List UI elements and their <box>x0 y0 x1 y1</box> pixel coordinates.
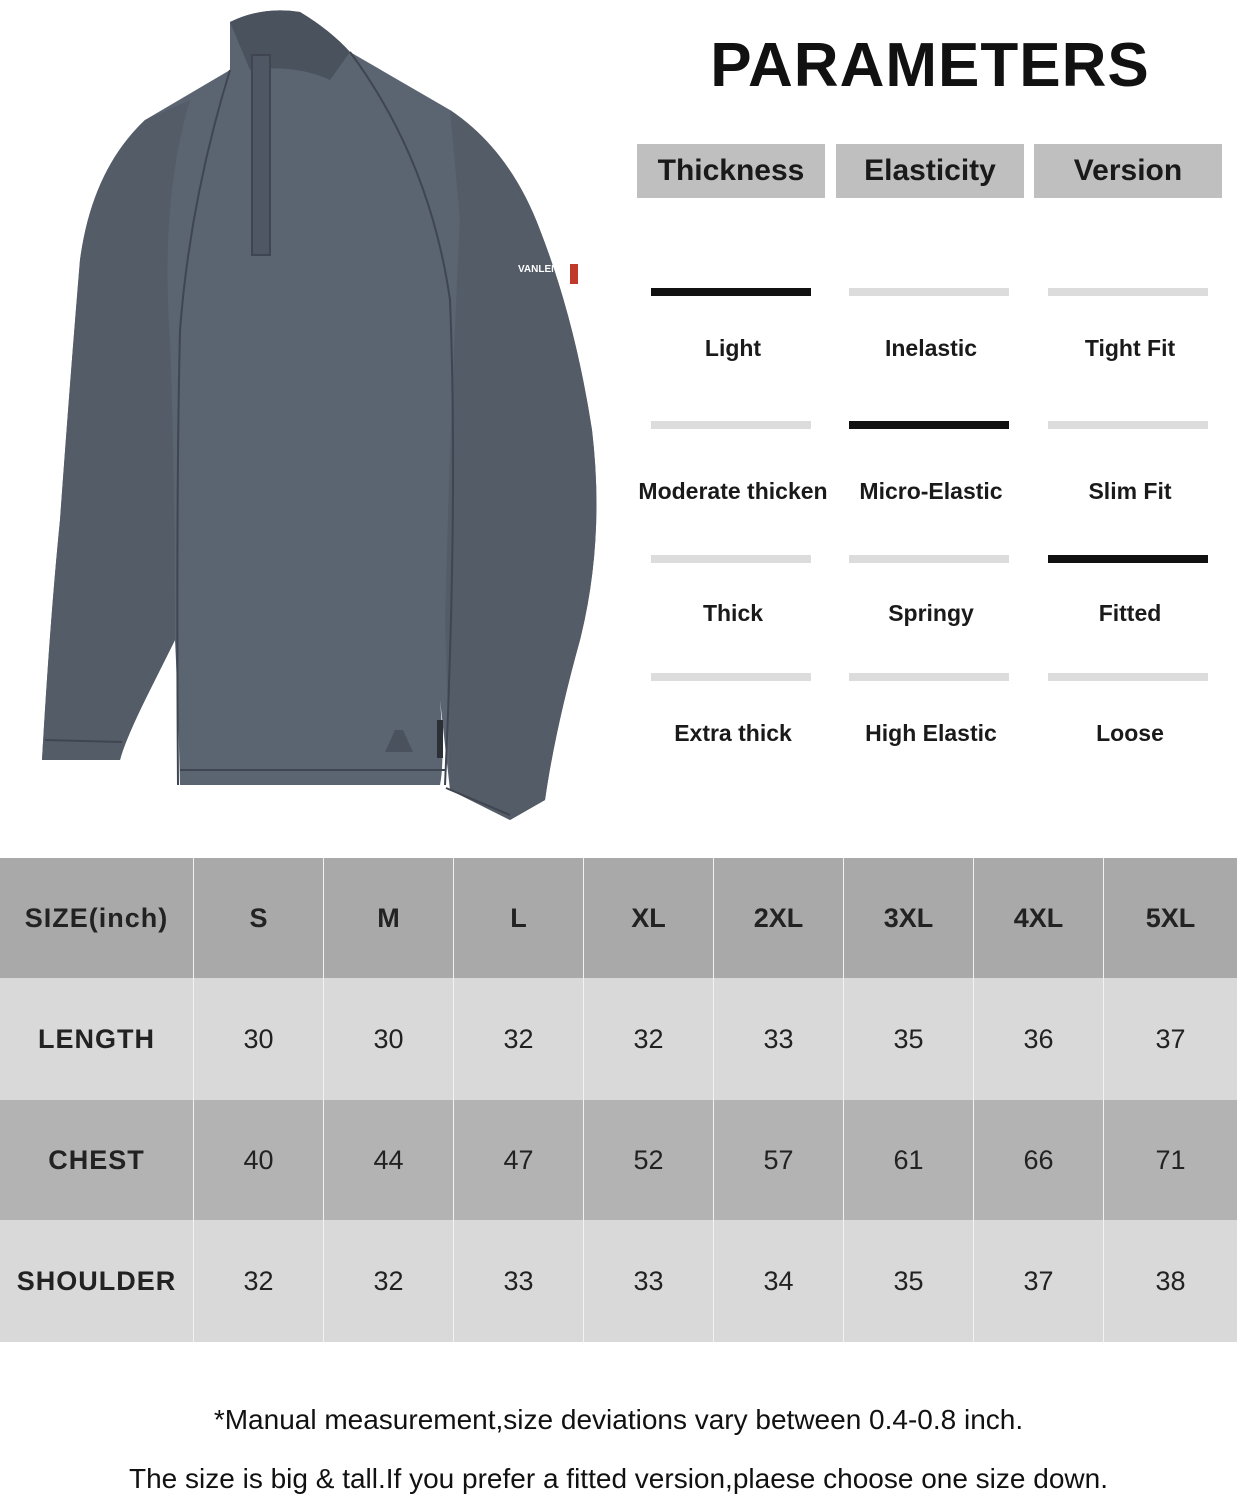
param-option-label: Loose <box>1096 720 1164 746</box>
level-indicator <box>849 673 1009 681</box>
table-cell: 52 <box>583 1100 713 1220</box>
param-option-label: Light <box>704 335 762 361</box>
size-m: M <box>323 858 453 978</box>
size-4xl: 4XL <box>973 858 1103 978</box>
size-header-label: SIZE(inch) <box>24 902 169 933</box>
parameters-title: PARAMETERS <box>710 31 1150 100</box>
table-cell: 38 <box>1103 1220 1237 1342</box>
param-option-label: Tight Fit <box>1084 335 1176 361</box>
sizing-note: The size is big & tall.If you prefer a fitted version,plaese choose one size down. <box>129 1463 1108 1494</box>
side-tag <box>437 720 443 758</box>
table-cell: 35 <box>843 978 973 1100</box>
zipper <box>252 55 270 255</box>
table-cell: 30 <box>193 978 323 1100</box>
param-option-label: Thick <box>702 600 764 626</box>
table-cell: 37 <box>1103 978 1237 1100</box>
level-indicator <box>651 421 811 429</box>
level-indicator <box>849 288 1009 296</box>
shirt-image <box>30 0 610 830</box>
param-header-elasticity: Elasticity <box>836 144 1024 198</box>
table-row-length <box>0 978 1237 1100</box>
table-cell: 32 <box>193 1220 323 1342</box>
sleeve-tag-icon <box>570 264 578 284</box>
row-label: LENGTH <box>38 1023 155 1054</box>
param-header-version: Version <box>1034 144 1222 198</box>
param-option-label: High Elastic <box>865 720 997 746</box>
row-label: CHEST <box>48 1144 145 1175</box>
param-option-label: Micro-Elastic <box>859 478 1003 504</box>
level-indicator <box>849 555 1009 563</box>
row-label: SHOULDER <box>16 1265 177 1296</box>
param-option-label: Springy <box>888 600 974 626</box>
size-xl: XL <box>583 858 713 978</box>
table-cell: 33 <box>453 1220 583 1342</box>
measurement-note: *Manual measurement,size deviations vary between 0.4-0.8 inch. <box>213 1404 1024 1435</box>
param-option-label: Extra thick <box>674 720 792 746</box>
size-5xl: 5XL <box>1103 858 1237 978</box>
table-cell: 61 <box>843 1100 973 1220</box>
table-cell: 34 <box>713 1220 843 1342</box>
table-cell: 32 <box>583 978 713 1100</box>
left-sleeve-shade <box>42 100 190 760</box>
table-cell: 40 <box>193 1100 323 1220</box>
size-l: L <box>453 858 583 978</box>
level-indicator <box>651 673 811 681</box>
table-row-chest <box>0 1100 1237 1220</box>
level-indicator-active <box>651 288 811 296</box>
size-3xl: 3XL <box>843 858 973 978</box>
right-sleeve-shade <box>445 110 596 820</box>
table-cell: 35 <box>843 1220 973 1342</box>
level-indicator-active <box>1048 555 1208 563</box>
level-indicator <box>1048 673 1208 681</box>
size-header-row <box>0 858 1237 978</box>
param-header-thickness: Thickness <box>637 144 825 198</box>
table-cell: 36 <box>973 978 1103 1100</box>
size-s: S <box>193 858 323 978</box>
table-cell: 57 <box>713 1100 843 1220</box>
sleeve-brand: VANLENS <box>518 264 566 275</box>
table-row-shoulder <box>0 1220 1237 1342</box>
table-cell: 71 <box>1103 1100 1237 1220</box>
param-option-label: Slim Fit <box>1088 478 1172 504</box>
level-indicator <box>1048 288 1208 296</box>
table-cell: 44 <box>323 1100 453 1220</box>
table-cell: 66 <box>973 1100 1103 1220</box>
level-indicator-active <box>849 421 1009 429</box>
size-2xl: 2XL <box>713 858 843 978</box>
table-cell: 37 <box>973 1220 1103 1342</box>
table-cell: 30 <box>323 978 453 1100</box>
level-indicator <box>651 555 811 563</box>
param-option-label: Fitted <box>1098 600 1162 626</box>
param-option-label: Inelastic <box>884 335 978 361</box>
table-cell: 32 <box>453 978 583 1100</box>
table-cell: 33 <box>713 978 843 1100</box>
param-option-label: Moderate thicken <box>638 478 828 504</box>
table-cell: 47 <box>453 1100 583 1220</box>
level-indicator <box>1048 421 1208 429</box>
table-cell: 33 <box>583 1220 713 1342</box>
table-cell: 32 <box>323 1220 453 1342</box>
